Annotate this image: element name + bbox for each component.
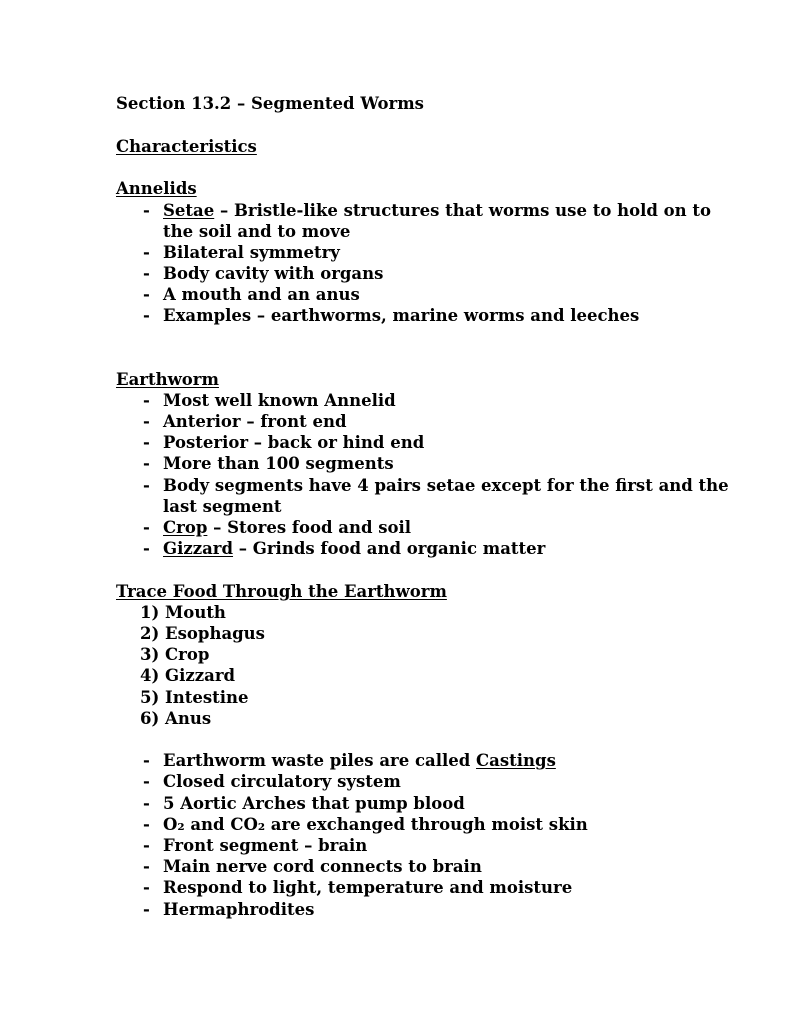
castings-prefix: Earthworm waste piles are called xyxy=(163,751,477,770)
list-item: Most well known Annelid xyxy=(163,391,396,410)
earthworm-heading: Earthworm xyxy=(116,370,219,389)
list-item: Hermaphrodites xyxy=(163,900,315,919)
bullet-dash: - xyxy=(143,412,150,431)
list-item: A mouth and an anus xyxy=(163,285,360,304)
bullet-dash: - xyxy=(143,306,150,325)
step-number: 6) xyxy=(140,709,160,728)
step-label: Esophagus xyxy=(165,624,265,643)
bullet-dash: - xyxy=(143,285,150,304)
bullet-dash: - xyxy=(143,243,150,262)
bullet-dash: - xyxy=(143,391,150,410)
setae-term: Setae xyxy=(163,201,215,220)
bullet-dash: - xyxy=(143,518,150,537)
bullet-dash: - xyxy=(143,201,150,220)
list-item: Body cavity with organs xyxy=(163,264,384,283)
bullet-dash: - xyxy=(143,476,150,495)
ordered-list-item xyxy=(140,602,226,623)
list-item: Front segment – brain xyxy=(163,836,368,855)
step-number: 5) xyxy=(140,688,160,707)
gizzard-term: Gizzard xyxy=(163,539,234,558)
step-number: 3) xyxy=(140,645,160,664)
list-item xyxy=(163,538,545,559)
bullet-dash: - xyxy=(143,264,150,283)
ordered-list-item xyxy=(140,687,249,708)
setae-definition: – Bristle-like structures that worms use to hold on to xyxy=(214,201,711,220)
step-label: Mouth xyxy=(165,603,226,622)
step-number: 1) xyxy=(140,603,160,622)
step-label: Intestine xyxy=(165,688,249,707)
list-item: O₂ and CO₂ are exchanged through moist skin xyxy=(163,815,588,834)
characteristics-heading: Characteristics xyxy=(116,137,257,156)
bullet-dash: - xyxy=(143,433,150,452)
bullet-dash: - xyxy=(143,454,150,473)
list-item: Bilateral symmetry xyxy=(163,243,340,262)
step-label: Crop xyxy=(165,645,210,664)
step-number: 2) xyxy=(140,624,160,643)
bullet-dash: - xyxy=(143,836,150,855)
bullet-dash: - xyxy=(143,772,150,791)
ordered-list-item xyxy=(140,623,265,644)
ordered-list-item xyxy=(140,644,209,665)
list-item xyxy=(163,200,711,221)
list-item: Closed circulatory system xyxy=(163,772,401,791)
list-item: Main nerve cord connects to brain xyxy=(163,857,482,876)
list-item: Posterior – back or hind end xyxy=(163,433,425,452)
step-number: 4) xyxy=(140,666,160,685)
section-title: Section 13.2 – Segmented Worms xyxy=(116,94,424,113)
annelids-heading: Annelids xyxy=(116,179,197,198)
list-item xyxy=(163,517,411,538)
bullet-dash: - xyxy=(143,794,150,813)
ordered-list-item xyxy=(140,665,235,686)
step-label: Gizzard xyxy=(165,666,236,685)
castings-term: Castings xyxy=(476,751,556,770)
setae-definition-continued: the soil and to move xyxy=(163,222,351,241)
step-label: Anus xyxy=(165,709,212,728)
list-item: More than 100 segments xyxy=(163,454,394,473)
bullet-dash: - xyxy=(143,900,150,919)
crop-term: Crop xyxy=(163,518,208,537)
list-item: Examples – earthworms, marine worms and leeches xyxy=(163,306,640,325)
list-item: Anterior – front end xyxy=(163,412,347,431)
bullet-dash: - xyxy=(143,539,150,558)
bullet-dash: - xyxy=(143,857,150,876)
trace-food-heading: Trace Food Through the Earthworm xyxy=(116,582,447,601)
gizzard-definition: – Grinds food and organic matter xyxy=(233,539,546,558)
list-item: Respond to light, temperature and moisture xyxy=(163,878,573,897)
list-item: Body segments have 4 pairs setae except for the first and the xyxy=(163,476,729,495)
list-item-continued: last segment xyxy=(163,497,282,516)
bullet-dash: - xyxy=(143,815,150,834)
bullet-dash: - xyxy=(143,878,150,897)
ordered-list-item xyxy=(140,708,211,729)
crop-definition: – Stores food and soil xyxy=(207,518,412,537)
bullet-dash: - xyxy=(143,751,150,770)
list-item xyxy=(163,750,556,771)
list-item: 5 Aortic Arches that pump blood xyxy=(163,794,465,813)
